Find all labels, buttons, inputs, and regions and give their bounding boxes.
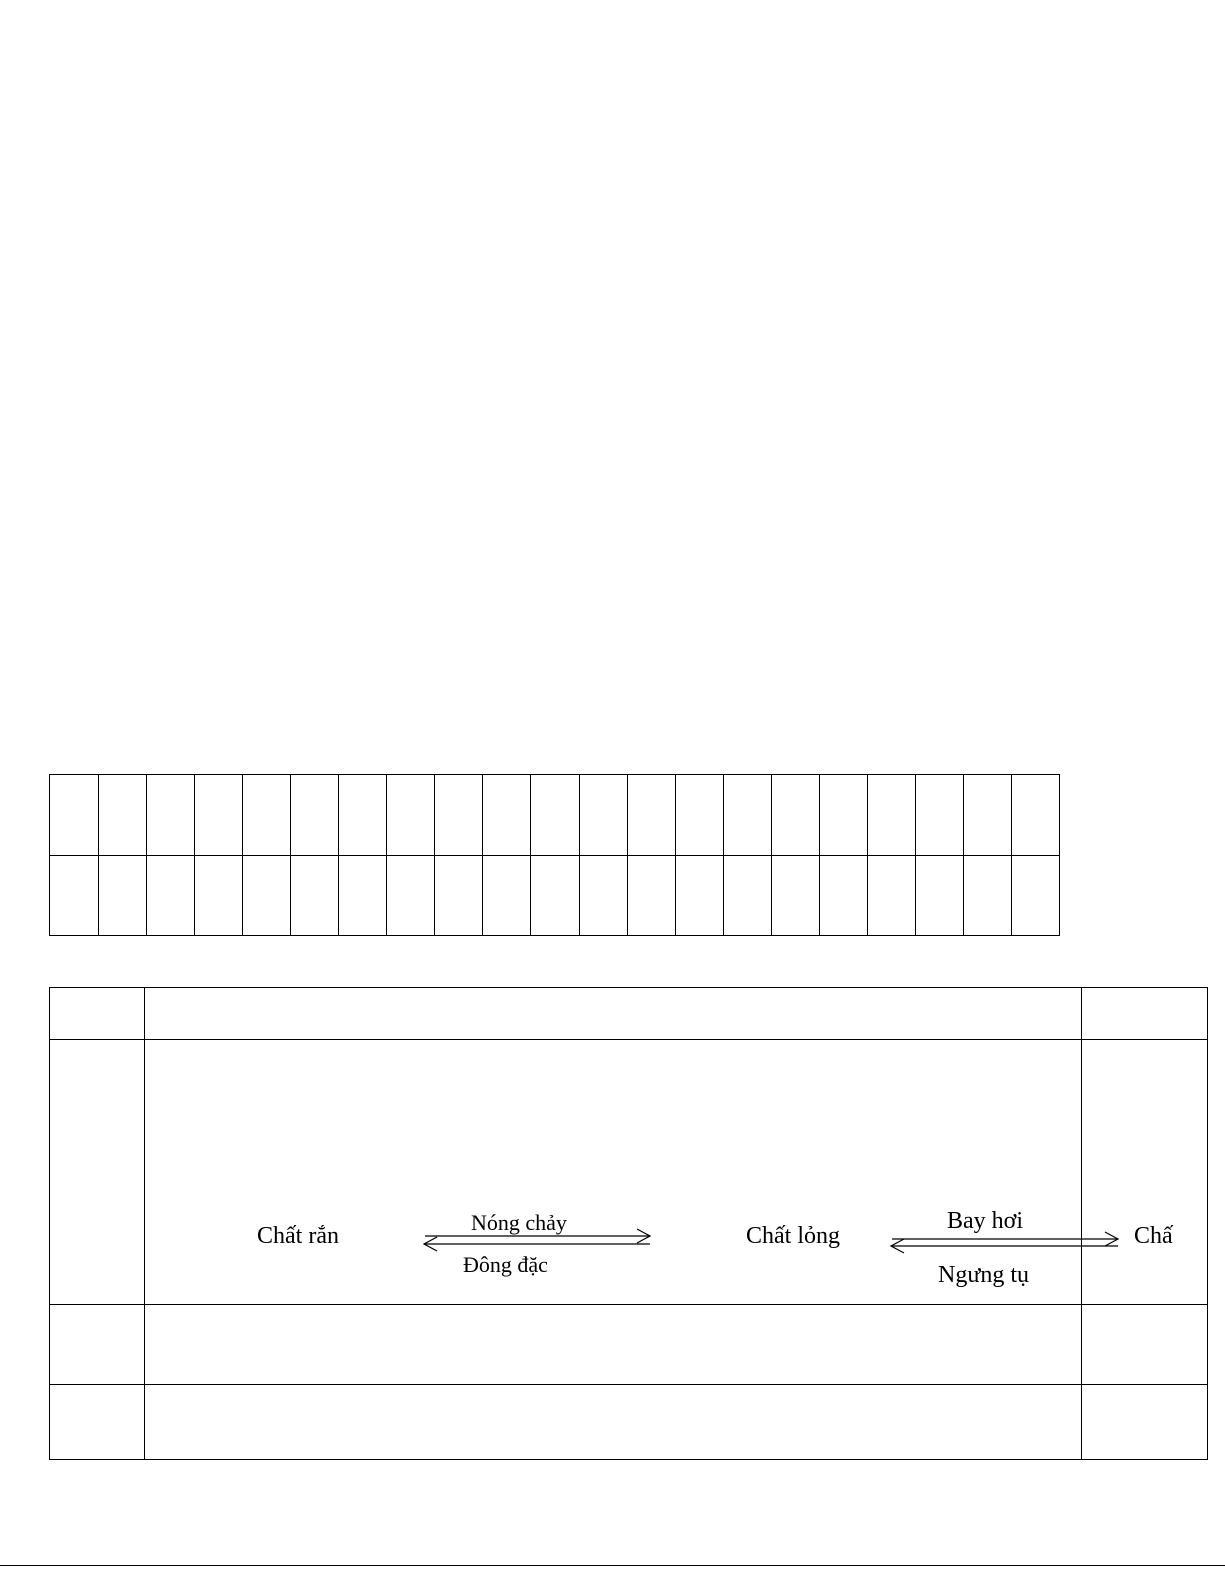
answer-grid-cell — [771, 775, 819, 856]
answer-grid-cell — [723, 775, 771, 856]
answer-grid-cell — [387, 775, 435, 856]
answer-grid-cell — [675, 775, 723, 856]
scheme-cell-points — [1082, 988, 1208, 1040]
answer-grid-cell — [483, 855, 531, 936]
answer-grid-row-answer — [50, 855, 1060, 936]
answer-grid-cell — [627, 855, 675, 936]
condensation-label: Ngưng tụ — [938, 1262, 1030, 1288]
marking-scheme-table — [49, 987, 1208, 1460]
answer-grid-cell — [99, 855, 147, 936]
answer-grid-cell — [243, 855, 291, 936]
phase-change-diagram — [145, 1040, 1173, 1305]
answer-grid-cell — [579, 775, 627, 856]
freezing-label: Đông đặc — [463, 1252, 548, 1277]
answer-grid-cell — [963, 775, 1011, 856]
answer-grid-cell — [291, 855, 339, 936]
answer-grid-cell — [675, 855, 723, 936]
scheme-cell-question — [50, 988, 145, 1040]
answer-grid-cell — [483, 775, 531, 856]
answer-grid-cell — [867, 855, 915, 936]
answer-grid-cell — [1011, 855, 1059, 936]
evaporation-label: Bay hơi — [947, 1208, 1024, 1234]
answer-grid-cell — [147, 855, 195, 936]
scheme-header-row — [50, 988, 1208, 1040]
scheme-cell-question — [50, 1305, 145, 1385]
answer-grid-cell — [819, 855, 867, 936]
gas-state-label: Chấ — [1134, 1223, 1173, 1249]
melting-label: Nóng chảy — [471, 1210, 567, 1235]
answer-grid-cell — [579, 855, 627, 936]
answer-grid-cell — [339, 855, 387, 936]
answer-grid-cell — [435, 855, 483, 936]
scheme-cell-question — [50, 1385, 145, 1460]
answer-grid — [49, 774, 1060, 936]
scheme-cell-content — [145, 1040, 1173, 1305]
answer-grid-cell — [1011, 775, 1059, 856]
answer-grid-cell — [50, 775, 99, 856]
answer-grid-cell — [291, 775, 339, 856]
answer-grid-cell — [819, 775, 867, 856]
answer-grid-cell — [147, 775, 195, 856]
answer-grid-cell — [627, 775, 675, 856]
answer-grid-cell — [243, 775, 291, 856]
page-bottom-rule — [0, 1565, 1225, 1566]
answer-grid-cell — [723, 855, 771, 936]
phase-arrows — [145, 1040, 1082, 1305]
scheme-cell-content — [145, 988, 1082, 1040]
answer-grid-cell — [435, 775, 483, 856]
answer-grid-cell — [531, 855, 579, 936]
answer-grid-cell — [771, 855, 819, 936]
scheme-row — [50, 1385, 1208, 1460]
answer-grid-cell — [531, 775, 579, 856]
scheme-cell-content — [145, 1385, 1082, 1460]
scheme-cell-question — [50, 1040, 145, 1305]
scheme-cell-points — [1082, 1385, 1208, 1460]
answer-grid-cell — [195, 855, 243, 936]
answer-grid-cell — [99, 775, 147, 856]
answer-grid-cell — [915, 855, 963, 936]
scheme-cell-points — [1082, 1305, 1208, 1385]
scheme-row — [50, 1305, 1208, 1385]
answer-grid-row-question — [50, 775, 1060, 856]
scheme-cell-points — [1082, 1040, 1208, 1305]
liquid-state-label: Chất lỏng — [746, 1223, 840, 1249]
answer-grid-cell — [195, 775, 243, 856]
solid-state-label: Chất rắn — [257, 1223, 339, 1249]
scheme-row-diagram — [50, 1040, 1208, 1305]
answer-grid-cell — [963, 855, 1011, 936]
answer-grid-cell — [387, 855, 435, 936]
answer-grid-cell — [50, 855, 99, 936]
answer-grid-cell — [867, 775, 915, 856]
scheme-cell-content — [145, 1305, 1082, 1385]
answer-grid-cell — [339, 775, 387, 856]
answer-grid-cell — [915, 775, 963, 856]
